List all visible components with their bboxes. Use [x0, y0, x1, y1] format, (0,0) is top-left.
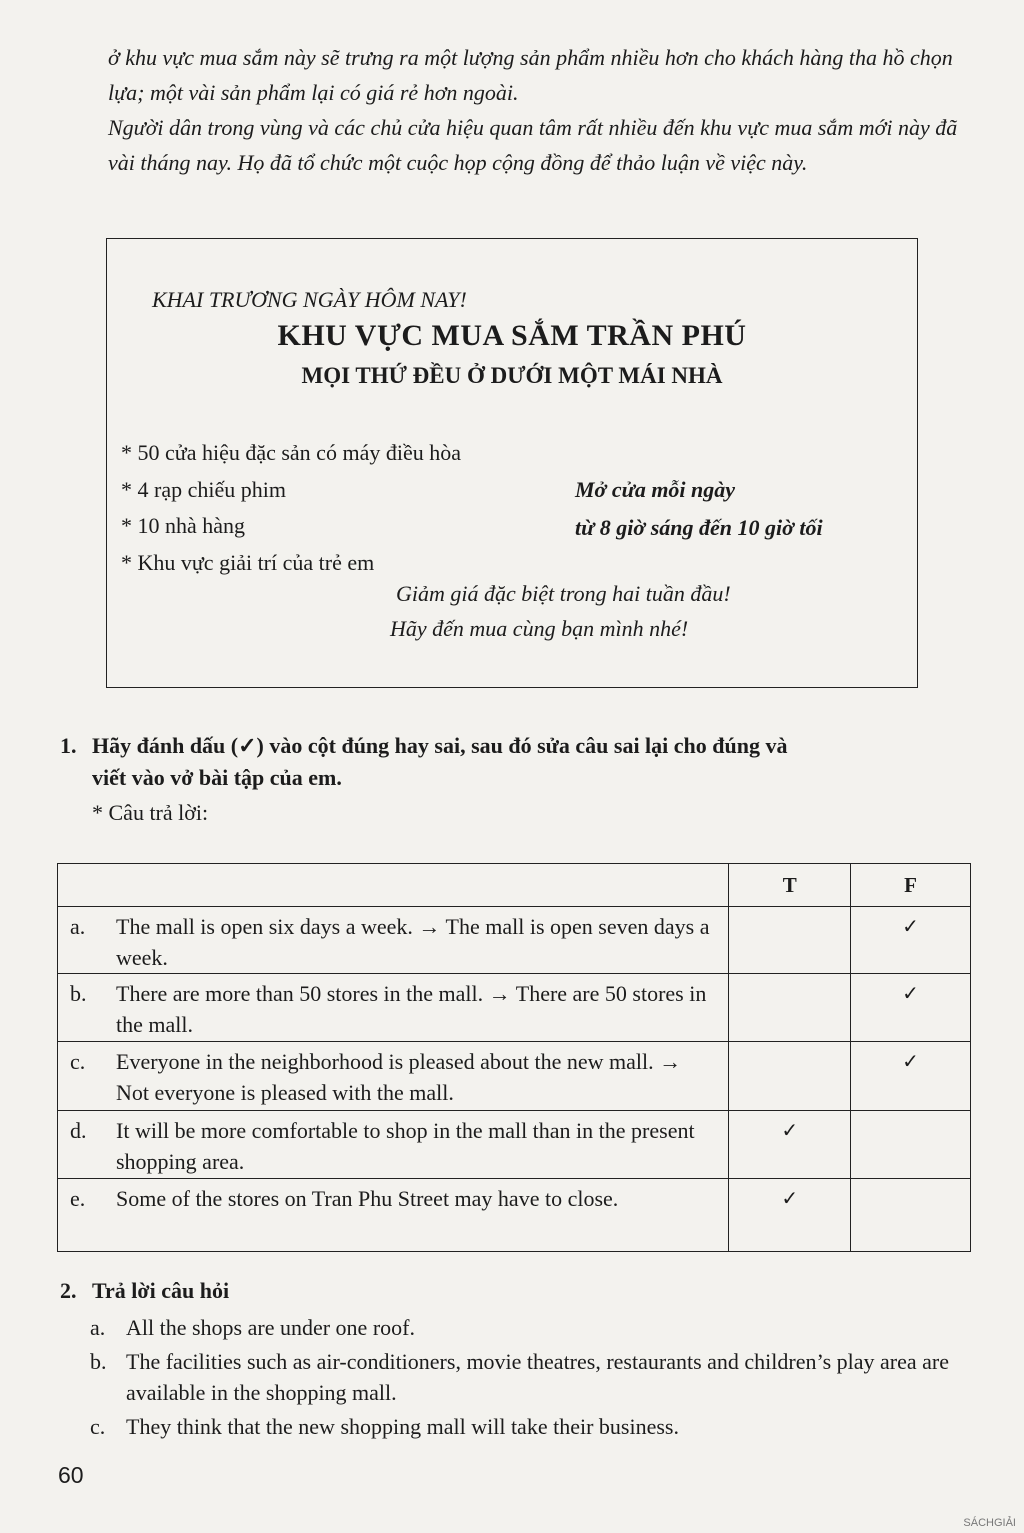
- list-item: [90, 1411, 974, 1442]
- table-header-false: F: [851, 864, 971, 907]
- table-row: [58, 1042, 971, 1111]
- true-mark-cell: ✓: [729, 1179, 851, 1252]
- table-header-row: [58, 864, 971, 907]
- answer-label: * Câu trả lời:: [92, 800, 209, 825]
- question-2-title: Trả lời câu hỏi: [92, 1278, 230, 1303]
- false-mark-cell: ✓: [851, 1042, 971, 1111]
- question-1: [60, 730, 974, 794]
- table-row: [58, 974, 971, 1042]
- ad-title: KHU VỰC MUA SẮM TRẦN PHÚ: [277, 319, 747, 352]
- table-row: [58, 907, 971, 974]
- false-mark-cell: ✓: [851, 907, 971, 974]
- true-mark-cell: [729, 974, 851, 1042]
- false-mark-cell: ✓: [851, 974, 971, 1042]
- answer-text: The facilities such as air-conditioners, movie theatres, restaurants and children’s play area are available in the shopping mall.: [126, 1349, 950, 1405]
- true-mark-cell: ✓: [729, 1111, 851, 1179]
- answer-list: [90, 1312, 974, 1445]
- ad-feature-item: * Khu vực giải trí của trẻ em: [121, 545, 461, 582]
- statement-text: The mall is open six days a week. → The mall is open seven days a week.: [116, 914, 710, 970]
- statement-cell: [58, 907, 729, 974]
- answer-label-letter: a.: [90, 1315, 106, 1340]
- false-mark-cell: [851, 1179, 971, 1252]
- question-1-title-line-1: Hãy đánh dấu (✓) vào cột đúng hay sai, sau đó sửa câu sai lại cho đúng và: [92, 733, 788, 758]
- question-1-number: 1.: [60, 733, 77, 758]
- table-header-true: T: [729, 864, 851, 907]
- question-2-number: 2.: [60, 1278, 77, 1303]
- ad-feature-item: * 50 cửa hiệu đặc sản có máy điều hòa: [121, 435, 461, 472]
- ad-feature-item: * 4 rạp chiếu phim: [121, 472, 461, 509]
- statement-label: d.: [70, 1118, 87, 1143]
- ad-hours-line-2: từ 8 giờ sáng đến 10 giờ tối: [575, 515, 823, 540]
- statement-cell: [58, 1179, 729, 1252]
- ad-feature-item: * 10 nhà hàng: [121, 508, 461, 545]
- ad-opening-hours: [575, 471, 823, 547]
- ad-subtitle: MỌI THỨ ĐỀU Ở DƯỚI MỘT MÁI NHÀ: [301, 363, 723, 388]
- statement-cell: [58, 1111, 729, 1179]
- question-1-title-line-2: viết vào vở bài tập của em.: [92, 765, 342, 790]
- ad-promo-discount: Giảm giá đặc biệt trong hai tuần đầu!: [396, 581, 731, 606]
- answer-text: All the shops are under one roof.: [126, 1315, 415, 1340]
- answer-text: They think that the new shopping mall will take their business.: [126, 1414, 679, 1439]
- intro-text: [108, 40, 974, 180]
- answer-label-letter: b.: [90, 1349, 107, 1374]
- ad-promo-invite: Hãy đến mua cùng bạn mình nhé!: [390, 616, 689, 641]
- statement-text: Everyone in the neighborhood is pleased about the new mall. → Not everyone is pleased with the mall.: [116, 1049, 682, 1105]
- question-2: [60, 1278, 229, 1304]
- statement-label: b.: [70, 981, 87, 1006]
- answer-label-letter: c.: [90, 1414, 106, 1439]
- ad-hours-line-1: Mở cửa mỗi ngày: [575, 477, 736, 502]
- list-item: [90, 1346, 974, 1408]
- statement-cell: [58, 1042, 729, 1111]
- statement-cell: [58, 974, 729, 1042]
- true-mark-cell: [729, 907, 851, 974]
- table-header-statement: [58, 864, 729, 907]
- true-mark-cell: [729, 1042, 851, 1111]
- page-number: 60: [58, 1462, 84, 1488]
- intro-paragraph-2: Người dân trong vùng và các chủ cửa hiệu quan tâm rất nhiều đến khu vực mua sắm mới này đã vài tháng nay. Họ đã tổ chức một cuộc họp cộng đồng để thảo luận về việc này.: [108, 115, 958, 175]
- true-false-table: [57, 863, 971, 1252]
- list-item: [90, 1312, 974, 1343]
- statement-label: a.: [70, 914, 86, 939]
- table-row: [58, 1179, 971, 1252]
- ad-feature-list: [121, 435, 461, 581]
- statement-label: c.: [70, 1049, 86, 1074]
- statement-text: There are more than 50 stores in the mall. → There are 50 stores in the mall.: [116, 981, 707, 1037]
- table-row: [58, 1111, 971, 1179]
- advertisement-box: [106, 238, 918, 688]
- watermark-logo: SÁCHGIẢI: [963, 1517, 1016, 1529]
- statement-text: It will be more comfortable to shop in the mall than in the present shopping area.: [116, 1118, 695, 1174]
- ad-kicker: KHAI TRƯƠNG NGÀY HÔM NAY!: [152, 287, 467, 312]
- false-mark-cell: [851, 1111, 971, 1179]
- statement-label: e.: [70, 1186, 86, 1211]
- statement-text: Some of the stores on Tran Phu Street may have to close.: [116, 1186, 619, 1211]
- intro-paragraph-1: ở khu vực mua sắm này sẽ trưng ra một lượng sản phẩm nhiều hơn cho khách hàng tha hồ chọn lựa; một vài sản phẩm lại có giá rẻ hơn ngoài.: [108, 45, 953, 105]
